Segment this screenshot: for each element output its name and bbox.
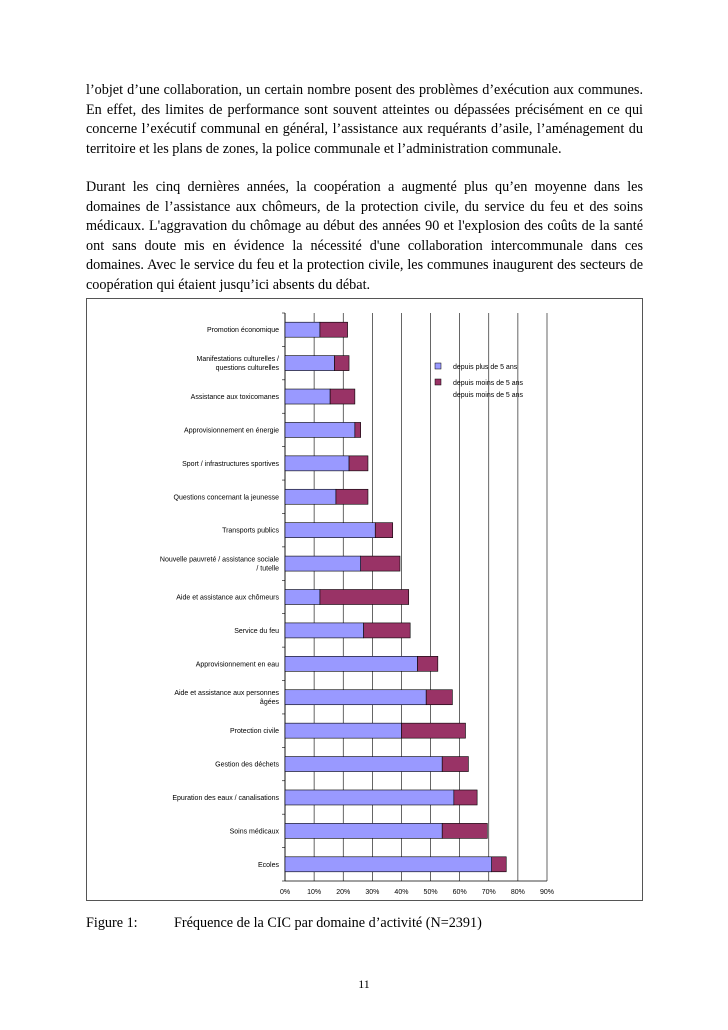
category-label: Sport / infrastructures sportives [182,460,279,468]
category-label: Protection civile [229,728,279,736]
legend-swatch-more-than-5-years [435,363,441,369]
x-tick-label: 10% [307,889,322,896]
bar-segment-more-than-5-years [285,556,361,571]
bar-segment-more-than-5-years [285,790,454,805]
bar-segment-less-than-5-years [375,523,392,538]
bar-segment-less-than-5-years [336,489,368,504]
bar-segment-more-than-5-years [285,656,417,671]
category-label: Assistance aux toxicomanes [190,394,279,402]
bar-segment-more-than-5-years [285,757,442,772]
x-tick-label: 90% [539,889,555,896]
figure-chart [86,298,643,901]
category-label: Service du feu [234,627,279,635]
category-label: Approvisionnement en eau [195,661,279,669]
category-label: Questions concernant la jeunesse [173,494,279,502]
bar-segment-less-than-5-years [349,456,368,471]
bar-segment-more-than-5-years [285,723,401,738]
category-label: Soins médicaux [229,828,279,836]
x-tick-label: 50% [423,889,438,896]
bar-segment-more-than-5-years [285,422,355,437]
bar-segment-less-than-5-years [442,823,487,838]
x-tick-label: 30% [365,889,380,896]
bar-segment-more-than-5-years [285,389,330,404]
bar-segment-less-than-5-years [454,790,477,805]
paragraph-1: l’objet d’une collaboration, un certain nombre posent des problèmes d’exécution aux communes. En effet, des limites de performance sont souvent atteintes ou dépassées précisément en ce qui concerne l’exécutif communal en général, l’assistance aux requérants d’asile, l’aménagement du territoire et les plans de zones, la police communale et l’administration communale. [86,82,643,157]
bar-segment-more-than-5-years [285,356,334,371]
x-tick-label: 80% [510,889,525,896]
bar-segment-less-than-5-years [492,857,507,872]
category-label: Epuration des eaux / canalisations [172,794,279,802]
bar-segment-more-than-5-years [285,690,426,705]
bar-segment-less-than-5-years [320,322,348,337]
bar-segment-less-than-5-years [401,723,465,738]
bar-segment-more-than-5-years [285,590,320,605]
x-tick-label: 60% [452,889,467,896]
x-tick-label: 70% [481,889,496,896]
caption-label: Figure 1: [86,915,138,931]
bar-segment-less-than-5-years [320,590,409,605]
category-label: Approvisionnement en énergie [184,427,279,435]
legend-swatch-less-than-5-years [435,379,441,385]
bar-segment-less-than-5-years [361,556,400,571]
x-tick-label: 40% [394,889,409,896]
legend-label: depuis plus de 5 ans [453,364,518,371]
category-label: Promotion économique [207,327,279,335]
legend-label: depuis moins de 5 ans [453,392,524,399]
bar-segment-less-than-5-years [355,422,361,437]
x-tick-label: 0% [279,889,291,896]
bar-segment-less-than-5-years [442,757,468,772]
bar-segment-more-than-5-years [285,456,349,471]
category-label: Aide et assistance aux personnes âgées [174,690,279,707]
paragraph-2: Durant les cinq dernières années, la coopération a augmenté plus qu’en moyenne dans les domaines de l’assistance aux chômeurs, de la protection civile, du service du feu et des soins médicaux. L'aggravation du chômage au début des années 90 et l'explosion des coûts de la santé ont sans doute mis en évidence la nécessité d'une collaboration intercommunale dans ces domaines. Avec le service du feu et la protection civile, les communes inaugurent des secteurs de coopération qui étaient jusqu’ici absents du débat. [86,179,643,293]
bar-segment-less-than-5-years [364,623,411,638]
page-number: 11 [358,977,370,991]
x-tick-label: 20% [336,889,351,896]
category-label: Manifestations culturelles / questions culturelles [196,356,279,373]
bar-segment-less-than-5-years [330,389,355,404]
category-label: Aide et assistance aux chômeurs [176,594,279,602]
bar-segment-more-than-5-years [285,857,492,872]
bar-chart [87,299,644,902]
bar-segment-more-than-5-years [285,489,336,504]
bar-segment-more-than-5-years [285,322,320,337]
bar-segment-more-than-5-years [285,523,375,538]
caption-text: Fréquence de la CIC par domaine d’activité (N=2391) [174,915,482,931]
bar-segment-more-than-5-years [285,823,442,838]
category-label: Gestion des déchets [215,761,279,769]
bar-segment-more-than-5-years [285,623,364,638]
bar-segment-less-than-5-years [426,690,452,705]
category-label: Ecoles [257,861,279,869]
bar-segment-less-than-5-years [417,656,437,671]
category-label: Nouvelle pauvreté / assistance sociale / tutelle [159,556,279,573]
category-label: Transports publics [222,527,279,535]
bar-segment-less-than-5-years [334,356,349,371]
legend-label: depuis moins de 5 ans [453,380,524,387]
